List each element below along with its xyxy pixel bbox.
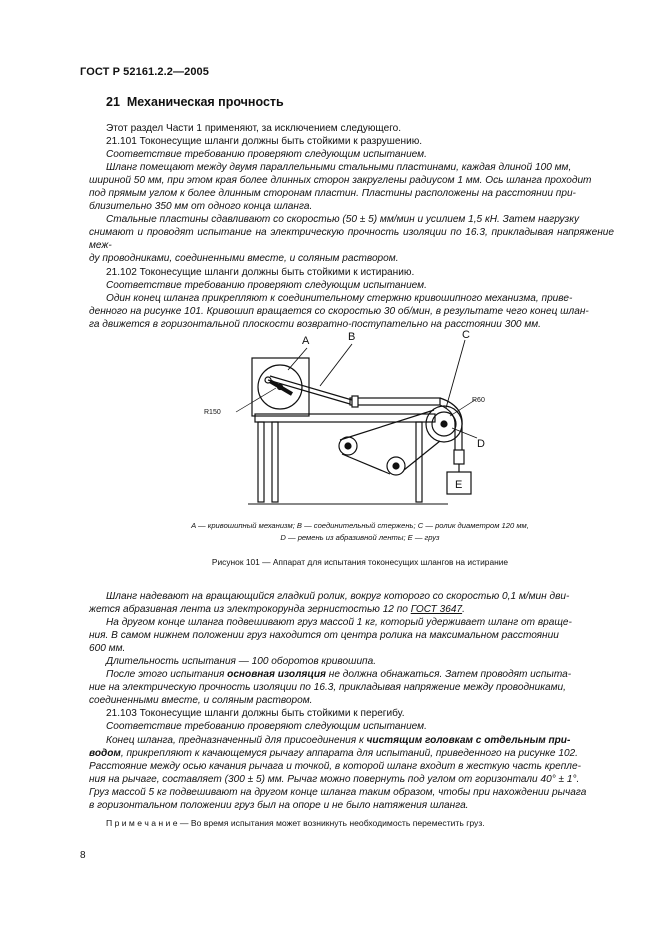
para-line: денного на рисунке 101. Кривошип вращается со скоростью 30 об/мин, в результате чего конец шлан- — [89, 305, 589, 317]
para-line: Расстояние между осью качания рычага и точкой, в которой шланг входит в жесткую часть крепле- — [89, 760, 581, 772]
para-line: шириной 50 мм, при этом края более длинных сторон закруглены радиусом 1 мм. Ось шланга проходит — [89, 175, 592, 187]
para-line: под прямым углом к более длинным сторонам пластин. Пластины расположены на расстоянии при- — [89, 188, 576, 200]
clause-21-103: 21.103 Токонесущие шланги должны быть стойкими к перегибу. — [106, 708, 405, 720]
para-line: Шланг помещают между двумя параллельными стальными пластинами, каждая длиной 100 мм, — [106, 162, 572, 174]
para-line — [89, 603, 614, 616]
para-line: Этот раздел Части 1 применяют, за исключением следующего. — [106, 123, 402, 134]
para-line: Груз массой 5 кг подвешивают на другом конце шланга таким образом, чтобы при нахождении рычага — [89, 786, 587, 798]
para-line: ния. В самом нижнем положении груз находится от центра ролика на максимальном расстоянии — [89, 630, 559, 642]
section-title — [106, 95, 284, 109]
para-text: жется абразивная лента из электрокорунда зернистостью 12 по — [89, 604, 411, 616]
note — [106, 817, 614, 830]
table-leg-left-inner — [272, 422, 278, 502]
label-r60: R60 — [472, 397, 485, 404]
leader-a — [288, 348, 307, 370]
leader-b — [320, 344, 352, 386]
label-c: C — [462, 329, 470, 341]
leader-r150 — [236, 388, 276, 412]
para-line: Один конец шланга прикрепляют к соединительному стержню кривошипного механизма, приве- — [106, 292, 573, 304]
para-line: На другом конце шланга подвешивают груз массой 1 кг, который удерживает шланг от враще- — [106, 617, 572, 629]
pulley-axle — [345, 443, 351, 449]
figure-101-apparatus — [200, 326, 500, 516]
compliance-line: Соответствие требованию проверяют следующим испытанием. — [106, 279, 427, 291]
para-line: ния на рычаге, составляет (300 ± 5) мм. Рычаг можно повернуть под углом от горизонтали 40° ± 1°. — [89, 773, 580, 785]
section-number: 21 — [106, 95, 120, 109]
table-leg-right — [416, 422, 422, 502]
para-line: га движется в горизонтальной плоскости возвратно-поступательно на расстоянии 300 мм. — [89, 318, 541, 330]
para-line — [89, 747, 614, 760]
figure-title: Рисунок 101 — Аппарат для испытания токонесущих шлангов на истирание — [211, 557, 509, 567]
label-e: E — [455, 479, 463, 491]
para-line: снимают и проводят испытание на электрическую прочность изоляции по 16.3, прикладывая напряжение меж- — [89, 227, 614, 252]
term-bold: водом — [89, 747, 121, 759]
section-heading: Механическая прочность — [126, 95, 284, 109]
clause-21-101: 21.101 Токонесущие шланги должны быть стойкими к разрушению. — [106, 136, 423, 148]
para-line: близительно 350 мм от одного конца шланга. — [89, 201, 313, 213]
page-number: 8 — [80, 850, 86, 861]
leader-c — [446, 340, 465, 408]
text-block-1 — [89, 122, 614, 331]
para-line: Длительность испытания — 100 оборотов кривошипа. — [106, 656, 377, 668]
para-line: ние на электрическую прочность изоляции по 16.3, прикладывая напряжение между проводниками, — [89, 682, 566, 694]
para-line: соединенными вместе, и соляным раствором. — [89, 695, 313, 707]
hose-clamp — [352, 396, 358, 407]
label-r150: R150 — [204, 409, 221, 416]
para-line: Шланг надевают на вращающийся гладкий ролик, вокруг которого со скоростью 0,1 м/мин дви- — [106, 591, 570, 602]
legend-line: D — ремень из абразивной ленты; E — груз — [280, 533, 440, 542]
para-line: 600 мм. — [89, 643, 126, 655]
compliance-line: Соответствие требованию проверяют следующим испытанием. — [106, 149, 427, 161]
weight-hanger — [454, 450, 464, 464]
para-line — [106, 734, 614, 747]
para-line: Стальные пластины сдавливают со скоростью (50 ± 5) мм/мин и усилием 1,5 кН. Затем нагрузку — [106, 214, 580, 226]
belt-d — [342, 454, 390, 474]
pulley-axle — [393, 463, 399, 469]
label-b: B — [348, 331, 356, 343]
note-text: — Во время испытания может возникнуть необходимость переместить груз. — [177, 817, 485, 828]
document-header: ГОСТ Р 52161.2.2—2005 — [80, 66, 209, 78]
legend-line: A — кривошипный механизм; B — соединительный стержень; C — ролик диаметром 120 мм, — [191, 521, 529, 530]
text-block-2 — [89, 590, 614, 830]
term-bold: основная изоляция — [227, 669, 326, 681]
term-bold: чистящим головкам с отдельным при- — [366, 734, 571, 746]
crank-arm — [268, 380, 292, 394]
figure-legend — [106, 520, 614, 544]
para-text: . — [462, 604, 465, 616]
para-text: Конец шланга, предназначенный для присоединения к — [106, 734, 367, 746]
roller-c-axle — [441, 421, 447, 427]
leader-d — [452, 428, 477, 438]
note-label: П р и м е ч а н и е — [106, 817, 178, 828]
para-line — [106, 668, 614, 681]
para-text: , прикрепляют к качающемуся рычагу аппарата для испытаний, приведенного на рисунке 102. — [120, 747, 578, 759]
label-a: A — [302, 335, 310, 347]
para-text: После этого испытания — [106, 669, 228, 681]
compliance-line: Соответствие требованию проверяют следующим испытанием. — [106, 721, 427, 733]
table-leg-left — [258, 422, 264, 502]
label-d: D — [477, 438, 485, 450]
para-line: ду проводниками, соединенными вместе, и соляным раствором. — [89, 253, 399, 265]
para-line: в горизонтальном положении груз был на опоре и не было натяжения шланга. — [89, 799, 469, 811]
gost-3647-link[interactable]: ГОСТ 3647 — [410, 604, 463, 616]
hose — [350, 398, 440, 405]
clause-21-102: 21.102 Токонесущие шланги должны быть стойкими к истиранию. — [106, 266, 415, 278]
para-text: не должна обнажаться. Затем проводят испыта- — [325, 669, 572, 681]
